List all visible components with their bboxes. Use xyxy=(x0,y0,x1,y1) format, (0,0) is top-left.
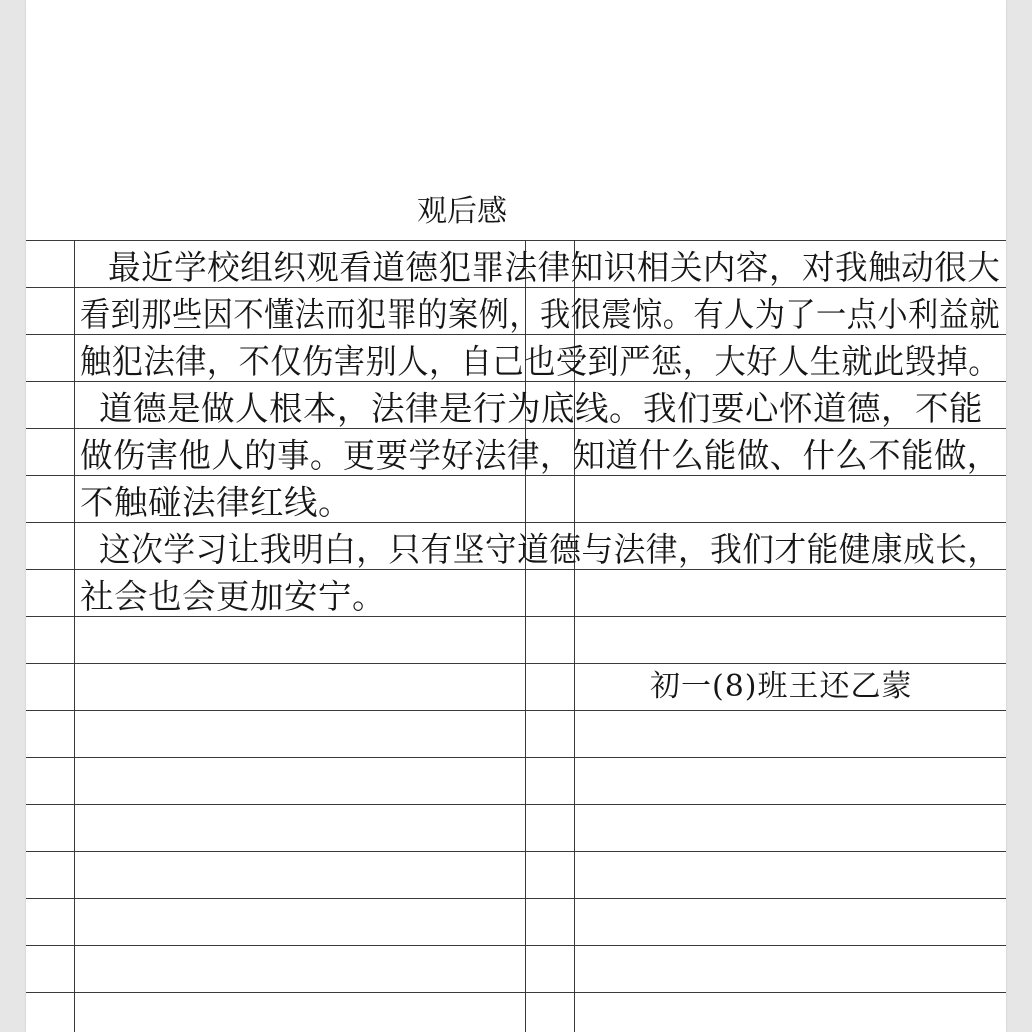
ruled-line xyxy=(26,475,1006,476)
ruled-line xyxy=(26,569,1006,570)
ruled-line xyxy=(26,710,1006,711)
essay-title: 观后感 xyxy=(417,194,507,229)
essay-line-1: 最近学校组织观看道德犯罪法律知识相关内容，对我触动很大 xyxy=(108,248,1001,287)
student-signature: 初一(8)班王还乙蒙 xyxy=(650,669,913,704)
ruled-line xyxy=(26,945,1006,946)
ruled-line xyxy=(26,334,1006,335)
margin-line xyxy=(74,240,75,1032)
essay-line-6: 不触碰法律红线。 xyxy=(80,483,352,522)
ruled-line xyxy=(26,522,1006,523)
ruled-line xyxy=(26,851,1006,852)
ruled-line xyxy=(26,757,1006,758)
essay-line-2: 看到那些因不懂法而犯罪的案例，我很震惊。有人为了一点小利益就 xyxy=(80,295,1001,334)
essay-line-5: 做伤害他人的事。更要学好法律，知道什么能做、什么不能做， xyxy=(80,436,1000,475)
ruled-line xyxy=(26,898,1006,899)
ruled-line xyxy=(26,381,1006,382)
essay-line-3: 触犯法律，不仅伤害别人，自己也受到严惩，大好人生就此毁掉。 xyxy=(80,342,1000,381)
essay-line-7: 这次学习让我明白，只有坚守道德与法律，我们才能健康成长， xyxy=(99,530,1000,569)
ruled-line xyxy=(26,663,1006,664)
ruled-line xyxy=(26,616,1006,617)
ruled-line xyxy=(26,240,1006,241)
essay-line-8: 社会也会更加安宁。 xyxy=(80,577,386,616)
ruled-line xyxy=(26,287,1006,288)
ruled-line xyxy=(26,992,1006,993)
ruled-line xyxy=(26,428,1006,429)
ruled-line xyxy=(26,804,1006,805)
essay-line-4: 道德是做人根本，法律是行为底线。我们要心怀道德，不能 xyxy=(99,389,983,428)
